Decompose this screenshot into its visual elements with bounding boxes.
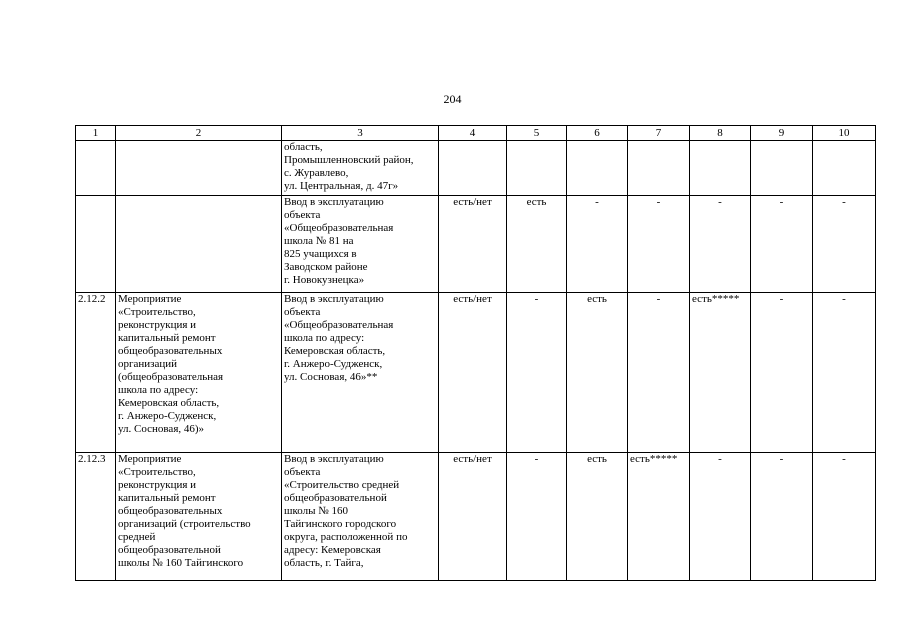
value-cell: - [751,453,813,581]
result-cell: Ввод в эксплуатацию объекта «Строительство средней общеобразовательной школы № 160 Тайгинского городского округа, расположенной по адресу: Кемеровская область, г. Тайга, [282,453,439,581]
value-cell: - [751,293,813,453]
measure-name-cell: Мероприятие «Строительство, реконструкция и капитальный ремонт общеобразовательных организаций (общеобразовательная школа по адресу: Кемеровская область, г. Анжеро-Судженск, ул. Сосновая, 46)» [116,293,282,453]
column-header: 9 [751,126,813,141]
value-cell: есть [567,453,628,581]
column-header: 4 [439,126,507,141]
unit-cell: есть/нет [439,293,507,453]
measure-name-cell: Мероприятие «Строительство, реконструкция и капитальный ремонт общеобразовательных организаций (строительство средней общеобразовательной школы № 160 Тайгинского [116,453,282,581]
result-cell: область, Промышленновский район, с. Журавлево, ул. Центральная, д. 47г» [282,141,439,196]
row-number-cell [76,141,116,196]
value-cell: - [813,453,876,581]
measure-name-cell [116,196,282,293]
row-number-cell: 2.12.2 [76,293,116,453]
table-row [76,453,876,581]
column-header: 10 [813,126,876,141]
value-cell [628,141,690,196]
value-cell [690,141,751,196]
value-cell: - [628,196,690,293]
column-header: 1 [76,126,116,141]
value-cell: - [507,453,567,581]
table-row [76,196,876,293]
column-header: 2 [116,126,282,141]
column-numbers-row [76,126,876,141]
row-number-cell: 2.12.3 [76,453,116,581]
column-header: 3 [282,126,439,141]
result-cell: Ввод в эксплуатацию объекта «Общеобразовательная школа по адресу: Кемеровская область, г. Анжеро-Судженск, ул. Сосновая, 46»** [282,293,439,453]
unit-cell [439,141,507,196]
value-cell: - [813,196,876,293]
column-header: 6 [567,126,628,141]
value-cell: - [690,196,751,293]
value-cell: - [813,293,876,453]
indicators-table [75,125,876,581]
table-row [76,141,876,196]
value-cell [751,141,813,196]
value-cell [567,141,628,196]
value-cell: - [567,196,628,293]
value-cell: - [507,293,567,453]
value-cell [813,141,876,196]
column-header: 8 [690,126,751,141]
page-number: 204 [443,92,462,106]
value-cell: есть***** [690,293,751,453]
value-cell: есть [567,293,628,453]
measure-name-cell [116,141,282,196]
value-cell [507,141,567,196]
row-number-cell [76,196,116,293]
unit-cell: есть/нет [439,196,507,293]
value-cell: - [628,293,690,453]
value-cell: есть [507,196,567,293]
value-cell: - [751,196,813,293]
column-header: 5 [507,126,567,141]
column-header: 7 [628,126,690,141]
table-row [76,293,876,453]
value-cell: есть***** [628,453,690,581]
unit-cell: есть/нет [439,453,507,581]
result-cell: Ввод в эксплуатацию объекта «Общеобразовательная школа № 81 на 825 учащихся в Заводском районе г. Новокузнецка» [282,196,439,293]
value-cell: - [690,453,751,581]
